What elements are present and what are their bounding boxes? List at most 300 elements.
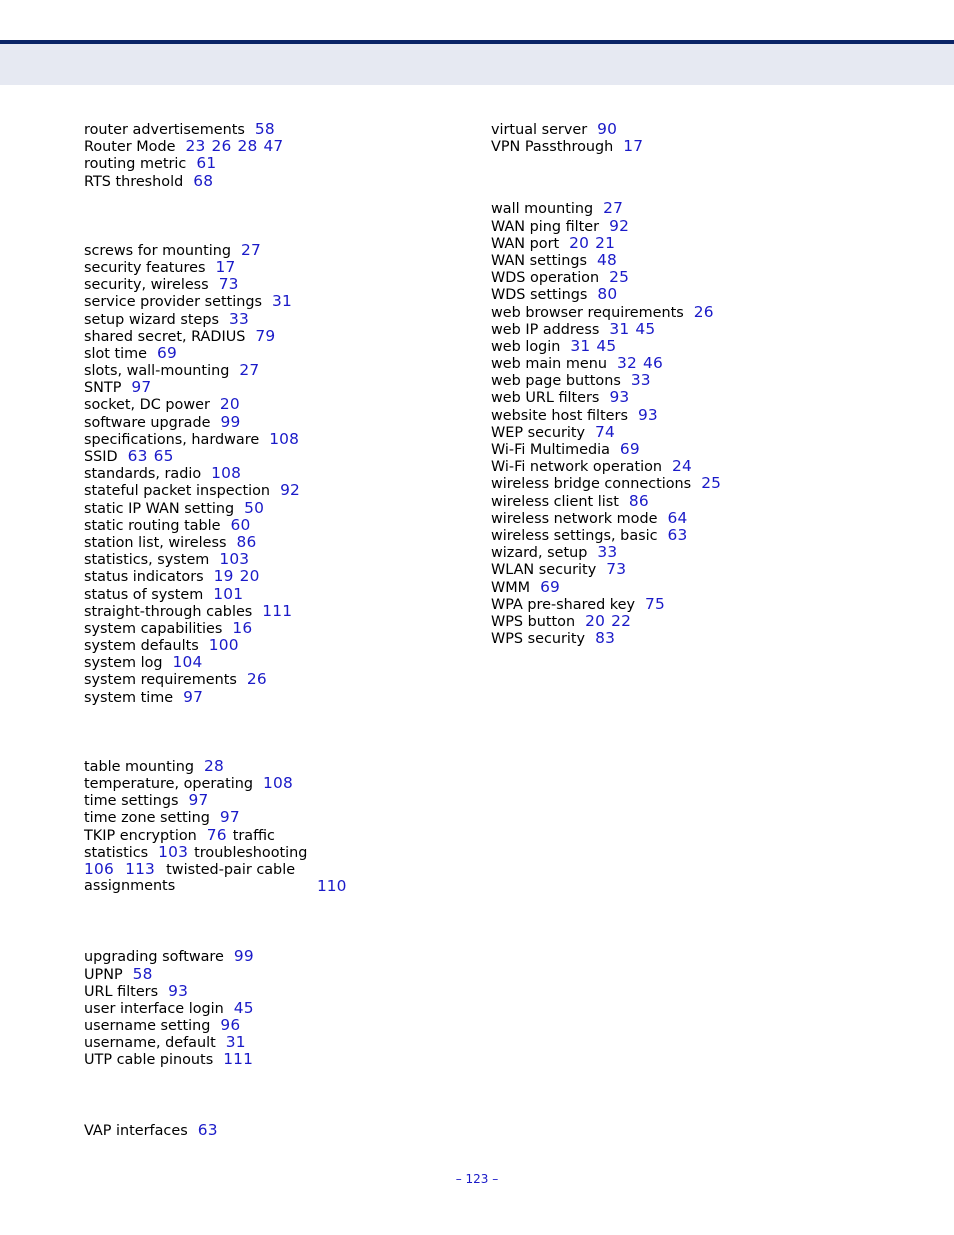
entry-pages [255,120,281,138]
page-link[interactable]: 92 [609,216,630,235]
entry-pages [213,585,249,603]
index-entry [84,878,464,895]
index-column-right [491,121,911,647]
entry-pages [262,602,298,620]
index-entry [84,689,464,706]
index-entry [84,568,464,585]
entry-pages [211,464,247,482]
entry-pages [220,808,246,826]
entry-pages [609,268,635,286]
entry-term: Wi-Fi network operation [491,459,663,476]
page-link[interactable]: 47 [263,137,284,156]
page-link[interactable]: 24 [672,457,692,476]
entry-term: static routing table [84,517,221,534]
index-entry [84,809,464,826]
page-link[interactable]: 80 [597,285,618,304]
index-entry [84,534,464,551]
page-link[interactable]: 31 [570,336,591,355]
entry-term: web main menu [491,356,607,373]
entry-pages [229,310,255,328]
page-link[interactable]: 92 [280,481,301,500]
entry-term: system time [84,689,174,706]
entry-term: UPNP [84,966,123,983]
entry-pages [645,595,671,613]
entry-pages [569,234,621,252]
page-link[interactable]: 69 [540,577,561,596]
index-entry [84,586,464,603]
page-link[interactable]: 69 [619,440,640,458]
entry-pages [207,826,233,844]
entry-pages [597,543,623,561]
entry-pages [84,860,166,878]
page-link[interactable]: 27 [603,199,624,218]
index-entry [84,1051,464,1068]
page-link[interactable]: 33 [228,309,249,328]
entry-pages [239,361,265,379]
entry-pages [280,481,306,499]
index-entry [84,482,464,499]
page-link[interactable]: 19 [213,567,234,586]
index-group-s [84,242,464,706]
entry-term: VPN Passthrough [491,139,614,156]
entry-term: shared secret, RADIUS [84,328,246,345]
entry-pages [219,550,255,568]
index-entry [84,345,464,362]
page-link[interactable]: 99 [220,412,241,431]
entry-term: table mounting [84,758,194,775]
page-link[interactable]: 45 [233,998,254,1017]
page-link[interactable]: 26 [211,137,232,156]
entry-term: WPA pre-shared key [491,596,635,613]
entry-term: WDS operation [491,270,600,287]
entry-term: security, wireless [84,277,209,294]
index-entry [491,407,911,424]
page-link[interactable]: 20 [239,567,260,586]
entry-tail: troubleshooting [194,844,308,861]
entry-term: WDS settings [491,287,588,304]
page-link[interactable]: 23 [185,137,206,156]
entry-pages [241,241,267,259]
index-entry [491,286,911,303]
index-entry [491,527,911,544]
index-entry [84,259,464,276]
entry-pages [220,1016,246,1034]
index-group-w [491,200,911,647]
entry-term: VAP interfaces [84,1122,188,1139]
page-link[interactable]: 27 [239,361,260,380]
page-link[interactable]: 28 [237,137,258,156]
entry-term: web page buttons [491,373,621,390]
entry-term: setup wizard steps [84,311,219,328]
entry-term: WAN settings [491,252,588,269]
page-link[interactable]: 103 [158,842,189,861]
entry-tail: twisted-pair cable [166,861,296,878]
page-link[interactable]: 27 [241,240,262,259]
entry-term: web browser requirements [491,304,684,321]
group-gap [84,190,464,242]
page-link[interactable]: 25 [609,268,630,287]
entry-pages [244,499,270,517]
index-entry [84,362,464,379]
entry-pages [185,137,289,155]
page-link[interactable]: 108 [269,429,300,448]
page-link[interactable]: 60 [230,515,251,534]
entry-pages [609,388,635,406]
entry-pages [173,653,209,671]
index-entry [84,500,464,517]
entry-term: UTP cable pinouts [84,1052,214,1069]
entry-pages [701,474,727,492]
index-entry [491,235,911,252]
index-entry [491,321,911,338]
page-link[interactable]: 63 [127,447,148,465]
index-entry [491,338,911,355]
page-link[interactable]: 32 [616,354,637,373]
page-link[interactable]: 16 [232,618,253,637]
index-entry [491,579,911,596]
entry-term: user interface login [84,1000,224,1017]
entry-term: static IP WAN setting [84,500,235,517]
entry-pages [597,120,623,138]
index-entry [491,424,911,441]
entry-term: system log [84,655,163,672]
entry-pages [595,629,621,647]
entry-pages [255,327,281,345]
page-link[interactable]: 17 [623,137,644,156]
entry-term: web login [491,338,561,355]
index-entry [84,276,464,293]
entry-term: web URL filters [491,390,600,407]
page-link[interactable]: 99 [233,947,254,966]
entry-pages [668,526,694,544]
page-link[interactable]: 20 [585,611,606,630]
index-group-v [84,1122,464,1139]
page-link[interactable]: 76 [206,825,227,844]
page-link[interactable]: 108 [211,464,242,483]
page-link[interactable]: 97 [131,378,152,397]
index-entry [84,448,464,465]
entry-pages [585,612,637,630]
entry-term: software upgrade [84,414,211,431]
index-entry [84,242,464,259]
entry-pages [220,395,246,413]
entry-term: WPS security [491,631,586,648]
page-link[interactable]: 31 [272,292,293,311]
entry-term: security features [84,259,206,276]
entry-pages [215,258,241,276]
page-link[interactable]: 26 [693,302,714,321]
entry-term: website host filters [491,407,628,424]
index-entry [84,603,464,620]
page-link[interactable]: 79 [255,326,276,345]
entry-term: wireless network mode [491,510,658,527]
index-group-r [84,121,464,190]
entry-pages [204,757,230,775]
index-entry [84,758,464,775]
index-entry [84,620,464,637]
index-entry [491,304,911,321]
entry-term: wall mounting [491,201,594,218]
page-link[interactable]: 58 [254,120,275,138]
index-entry [491,458,911,475]
entry-pages [214,567,266,585]
index-entry [491,200,911,217]
entry-term: socket, DC power [84,397,210,414]
page-link[interactable]: 64 [667,508,688,527]
index-entry [84,293,464,310]
index-group-t-lines [84,758,464,861]
index-entry [84,861,464,878]
entry-term: status of system [84,586,204,603]
page-link[interactable]: 68 [193,171,214,190]
entry-pages [631,371,657,389]
index-group-t [84,758,464,896]
index-entry [491,389,911,406]
entry-term: statistics [84,844,149,861]
entry-pages [629,492,655,510]
entry-term: system requirements [84,672,237,689]
index-entry [84,1017,464,1034]
entry-pages [609,320,661,338]
index-entry [84,1122,464,1139]
entry-term: Wi-Fi Multimedia [491,442,610,458]
index-entry [84,155,464,172]
entry-pages [672,457,698,475]
entry-term: WAN port [491,235,560,252]
index-entry [84,379,464,396]
index-entry [491,372,911,389]
index-entry [491,544,911,561]
entry-term: username, default [84,1035,216,1052]
page-link[interactable]: 26 [246,670,267,689]
index-entry [491,218,911,235]
index-entry [84,328,464,345]
index-entry [84,465,464,482]
entry-term: routing metric [84,156,187,173]
entry-pages [231,516,257,534]
page-link[interactable]: 74 [595,422,616,441]
entry-pages [219,275,245,293]
index-entry [84,1034,464,1051]
page-link[interactable]: 103 [219,550,250,569]
index-entry [84,311,464,328]
page-link[interactable]: 86 [236,532,257,551]
page-link[interactable]: 73 [218,275,239,294]
index-entry [491,510,911,527]
entry-pages [133,965,159,983]
entry-pages [188,791,214,809]
page-link[interactable]: 45 [635,319,656,338]
entry-pages [667,509,693,527]
entry-pages [128,447,180,465]
entry-term: wizard, setup [491,545,588,562]
index-entry [84,844,464,861]
index-group-u [84,948,464,1068]
page-link[interactable]: 101 [213,584,244,603]
page-link[interactable]: 33 [630,371,651,390]
index-entry [491,613,911,630]
page-link[interactable]: 106 [84,859,114,878]
page-link[interactable]: 58 [132,964,153,983]
entry-term: SSID [84,449,118,465]
entry-term: straight-through cables [84,603,253,620]
index-entry [84,792,464,809]
entry-term: Router Mode [84,139,176,156]
index-entry [84,1000,464,1017]
entry-term: WAN ping filter [491,218,600,235]
page-link[interactable]: 93 [637,405,658,424]
page-link[interactable]: 28 [203,756,224,775]
page-link[interactable]: 113 [125,859,156,878]
page-link[interactable]: 25 [701,474,722,493]
page-link[interactable]: 31 [609,319,630,338]
entry-term: status indicators [84,569,204,586]
entry-pages [131,378,157,396]
entry-pages [223,1050,259,1068]
page-link[interactable]: 108 [263,774,294,792]
entry-pages [597,251,623,269]
entry-pages [234,947,260,965]
index-entry [491,596,911,613]
entry-term: web IP address [491,321,600,338]
page-number: – 123 – [455,1172,499,1186]
index-entry [84,948,464,965]
entry-pages [183,688,209,706]
page-link[interactable]: 93 [168,981,189,1000]
page-link[interactable]: 21 [595,233,616,252]
page-link[interactable]: 73 [606,560,627,579]
page-link[interactable]: 75 [644,594,665,613]
page-link[interactable]: 111 [262,601,293,620]
entry-term: URL filters [84,983,159,1000]
page-link[interactable]: 97 [188,791,209,810]
entry-pages [617,354,669,372]
entry-term: router advertisements [84,122,245,138]
index-entry [491,475,911,492]
page-link[interactable]: 96 [220,1016,241,1035]
page-link[interactable]: 90 [597,120,618,138]
entry-term: wireless client list [491,493,619,510]
page-link[interactable]: 31 [225,1033,246,1052]
entry-term: specifications, hardware [84,431,260,448]
entry-term: SNTP [84,380,122,397]
page-link[interactable]: 110 [317,877,347,896]
entry-pages [221,413,247,431]
index-entry [491,630,911,647]
entry-term: WEP security [491,424,586,441]
page-link[interactable]: 61 [196,154,217,173]
page-link[interactable]: 100 [208,636,239,655]
page-link[interactable]: 17 [215,257,236,276]
index-entry [491,138,911,155]
page-link[interactable]: 111 [223,1050,254,1069]
group-gap [84,706,464,758]
entry-term: RTS threshold [84,173,184,190]
entry-pages [234,999,260,1017]
page-link[interactable]: 97 [219,808,240,827]
entry-pages [168,982,194,1000]
entry-pages [606,560,632,578]
entry-term: wireless bridge connections [491,476,692,493]
page-link[interactable]: 86 [628,491,649,510]
index-entry [84,173,464,190]
index-entry [491,561,911,578]
index-entry [84,431,464,448]
page-link[interactable]: 46 [642,354,663,373]
entry-term: virtual server [491,122,588,138]
page-link[interactable]: 33 [597,543,618,562]
entry-term: upgrading software [84,949,224,966]
page-link[interactable]: 97 [183,687,204,706]
entry-pages [196,154,222,172]
entry-term: assignments [84,878,176,895]
entry-term: system capabilities [84,620,223,637]
entry-term: wireless settings, basic [491,527,658,544]
page-link[interactable]: 22 [611,611,632,630]
page-link[interactable]: 48 [597,250,617,269]
index-entry [84,396,464,413]
page-link[interactable]: 65 [153,447,174,465]
page-link[interactable]: 20 [569,233,590,252]
page-link[interactable]: 63 [197,1120,218,1139]
entry-term: TKIP encryption [84,827,197,844]
page-link[interactable]: 69 [157,343,178,362]
index-entry [491,121,911,138]
entry-pages [247,670,273,688]
entry-pages [236,533,262,551]
entry-pages [209,636,245,654]
entry-term: service provider settings [84,294,263,311]
page-link[interactable]: 45 [596,336,617,355]
page-link[interactable]: 20 [219,395,240,414]
index-entry [84,654,464,671]
entry-term: username setting [84,1018,211,1035]
index-entry [84,414,464,431]
entry-tail: traffic [232,827,275,844]
entry-pages [193,172,219,190]
index-column-left [84,121,464,1139]
entry-term: screws for mounting [84,242,232,259]
index-entry [84,121,464,138]
page-link[interactable]: 93 [609,388,630,407]
entry-term: statistics, system [84,552,210,569]
index-entry [491,252,911,269]
index-entry [491,493,911,510]
entry-pages [226,1033,252,1051]
index-entry [84,671,464,688]
entry-term: system defaults [84,638,199,655]
index-entry [84,517,464,534]
page-link[interactable]: 63 [667,525,688,544]
entry-pages [158,843,194,861]
page-link[interactable]: 83 [595,629,616,648]
entry-pages [620,440,646,458]
index-group-v [491,121,911,155]
entry-term: time settings [84,793,179,810]
page-link[interactable]: 50 [244,498,265,517]
entry-pages [694,303,720,321]
entry-pages [609,217,635,235]
entry-pages [595,423,621,441]
entry-term: WLAN security [491,562,597,579]
entry-term: time zone setting [84,810,210,827]
page-link[interactable]: 104 [172,653,203,672]
index-entry [84,983,464,1000]
index-entry [491,355,911,372]
group-gap [84,1069,464,1122]
entry-term: stateful packet inspection [84,483,271,500]
group-gap [491,155,911,200]
